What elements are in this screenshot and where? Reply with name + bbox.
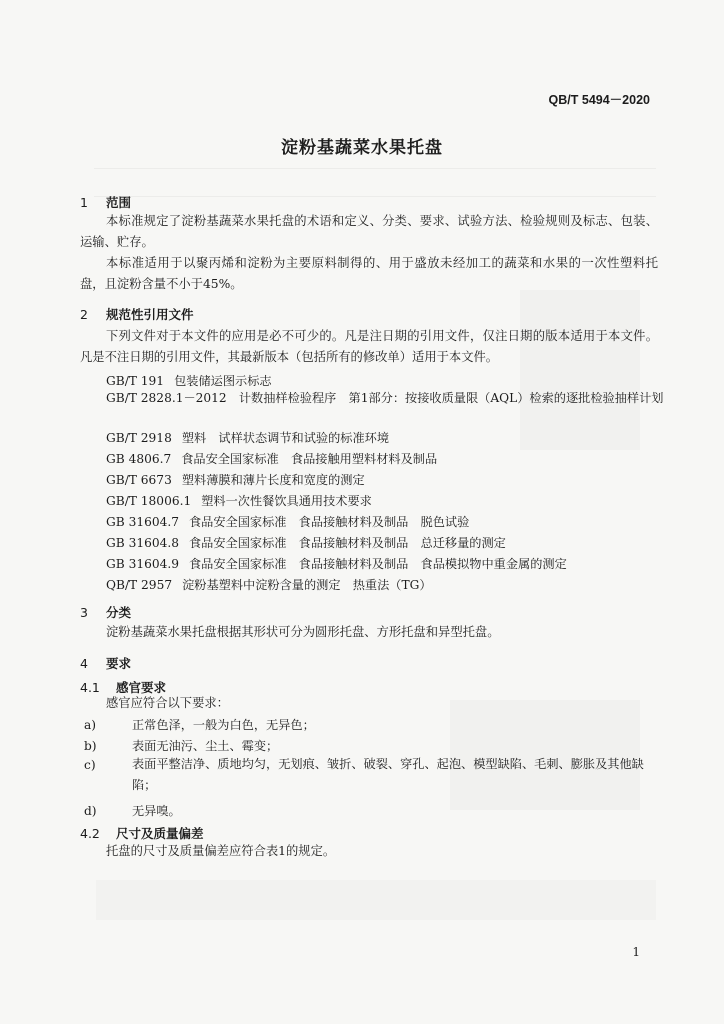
reference-item — [106, 513, 469, 530]
section-2-heading — [80, 305, 194, 323]
list-text: 表面无油污、尘土、霉变； — [132, 739, 279, 753]
reference-code: GB 4806.7 — [106, 452, 172, 466]
list-marker: c) — [84, 758, 96, 772]
section-number: 4.2 — [80, 826, 100, 841]
size-paragraph: 托盘的尺寸及质量偏差应符合表1的规定。 — [106, 844, 336, 858]
section-number: 2 — [80, 307, 88, 322]
bleed-block — [96, 880, 656, 920]
reference-item — [80, 388, 684, 409]
list-marker: b) — [84, 739, 97, 753]
reference-title: 食品安全国家标准 食品接触材料及制品 总迁移量的测定 — [188, 536, 506, 550]
section-3-heading — [80, 603, 131, 621]
section-1-heading — [80, 193, 131, 211]
reference-code: GB/T 2918 — [106, 431, 172, 445]
list-text: 无异嗅。 — [132, 804, 181, 818]
reference-title: 包装储运图示标志 — [174, 374, 272, 388]
reference-title: 淀粉基塑料中淀粉含量的测定 热重法（TG） — [182, 578, 432, 592]
section-title: 规范性引用文件 — [106, 307, 194, 322]
reference-code: GB 31604.8 — [106, 536, 179, 550]
bleed-line — [94, 168, 656, 169]
section-title: 感官要求 — [116, 680, 167, 695]
section-number: 4 — [80, 656, 88, 671]
section-title: 分类 — [106, 605, 132, 620]
sensory-intro: 感官应符合以下要求： — [106, 696, 229, 710]
section-title: 要求 — [106, 656, 132, 671]
bleed-block — [520, 290, 640, 450]
reference-item — [106, 492, 372, 509]
reference-title: 塑料薄膜和薄片长度和宽度的测定 — [181, 473, 365, 487]
reference-code: GB/T 18006.1 — [106, 494, 192, 508]
section-number: 4.1 — [80, 680, 100, 695]
classification-paragraph: 淀粉基蔬菜水果托盘根据其形状可分为圆形托盘、方形托盘和异型托盘。 — [106, 625, 500, 639]
reference-item — [106, 534, 506, 551]
list-item — [80, 737, 278, 754]
reference-title: 塑料一次性餐饮具通用技术要求 — [201, 494, 372, 508]
reference-title: 食品安全国家标准 食品接触材料及制品 脱色试验 — [188, 515, 470, 529]
scope-paragraph-1: 本标准规定了淀粉基蔬菜水果托盘的术语和定义、分类、要求、试验方法、检验规则及标志、包装、运输、贮存。 — [80, 214, 658, 249]
reference-title: 计数抽样检验程序 第1部分：按接收质量限（AQL）检索的逐批检验抽样计划 — [238, 391, 664, 405]
scope-paragraph-2: 本标准适用于以聚丙烯和淀粉为主要原料制得的、用于盛放未经加工的蔬菜和水果的一次性塑料托盘，且淀粉含量不小于45%。 — [80, 256, 658, 291]
normative-intro: 下列文件对于本文件的应用是必不可少的。凡是注日期的引用文件，仅注日期的版本适用于本文件。凡是不注日期的引用文件，其最新版本（包括所有的修改单）适用于本文件。 — [80, 329, 658, 364]
list-marker: d) — [84, 804, 97, 818]
reference-item — [106, 450, 437, 467]
page-number: 1 — [632, 945, 640, 959]
section-title: 范围 — [106, 195, 132, 210]
list-item — [80, 716, 315, 733]
bleed-line — [94, 196, 656, 197]
reference-code: GB/T 191 — [106, 374, 165, 388]
list-item — [80, 802, 181, 819]
section-title: 尺寸及质量偏差 — [116, 826, 204, 841]
reference-item — [106, 372, 272, 389]
reference-item — [106, 576, 432, 593]
section-4-2-heading — [80, 824, 204, 842]
reference-item — [106, 555, 567, 572]
reference-title: 食品安全国家标准 食品接触材料及制品 食品模拟物中重金属的测定 — [188, 557, 567, 571]
reference-code: GB 31604.9 — [106, 557, 179, 571]
reference-title: 食品安全国家标准 食品接触用塑料材料及制品 — [181, 452, 438, 466]
standard-code: QB/T 5494－2020 — [548, 93, 650, 107]
reference-item — [106, 471, 365, 488]
section-number: 1 — [80, 195, 88, 210]
section-number: 3 — [80, 605, 88, 620]
list-marker: a) — [84, 718, 97, 732]
reference-item — [106, 429, 389, 446]
reference-code: GB 31604.7 — [106, 515, 179, 529]
reference-title: 塑料 试样状态调节和试验的标准环境 — [181, 431, 390, 445]
reference-code: GB/T 2828.1－2012 — [106, 391, 227, 405]
document-title: 淀粉基蔬菜水果托盘 — [281, 138, 443, 158]
list-text: 表面平整洁净、质地均匀，无划痕、皱折、破裂、穿孔、起泡、模型缺陷、毛刺、膨胀及其他缺陷； — [132, 757, 644, 792]
list-text: 正常色泽，一般为白色，无异色； — [132, 718, 315, 732]
reference-code: QB/T 2957 — [106, 578, 173, 592]
reference-code: GB/T 6673 — [106, 473, 172, 487]
section-4-heading — [80, 654, 131, 672]
